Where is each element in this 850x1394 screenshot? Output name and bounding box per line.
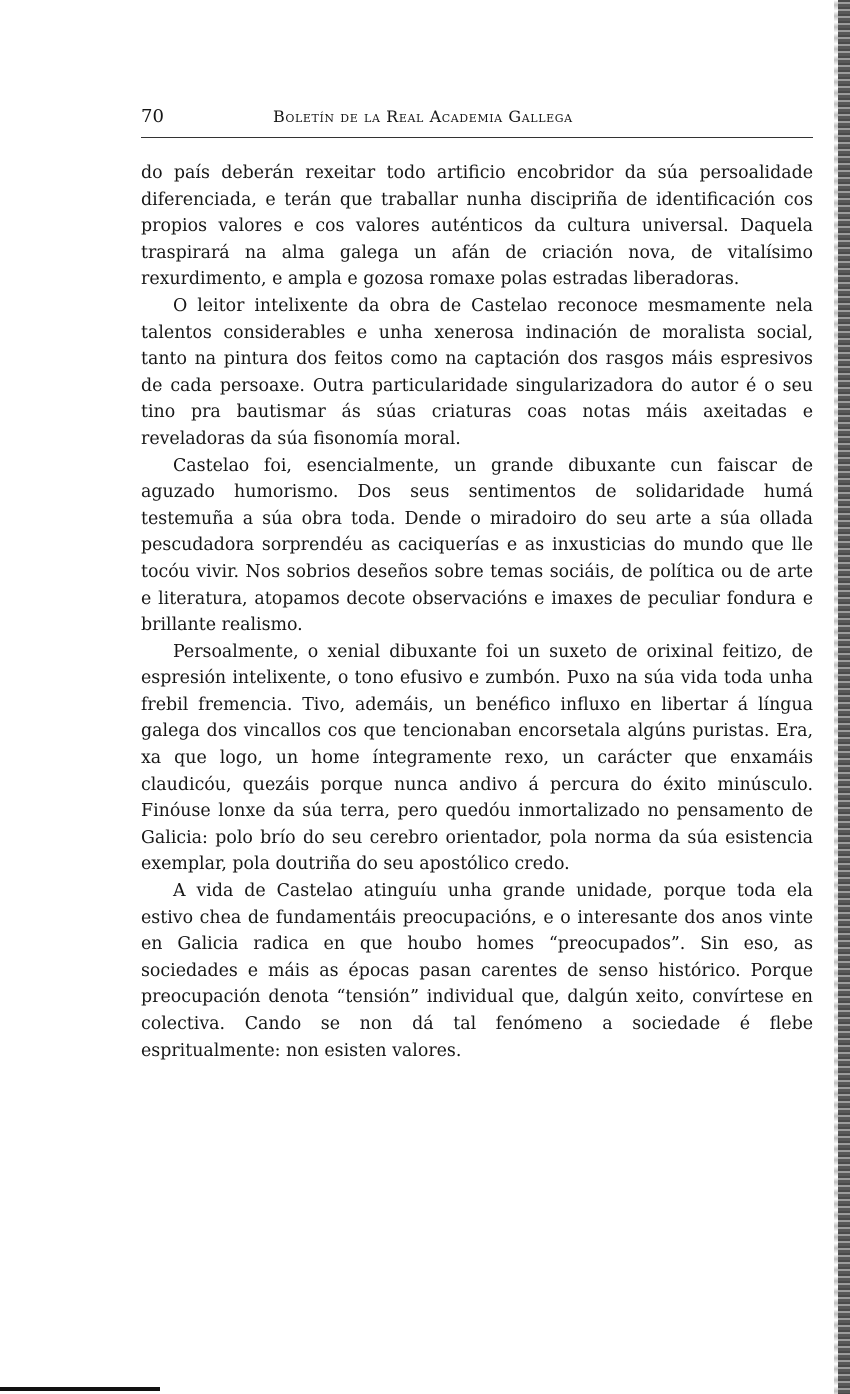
page-number: 70 [141,106,164,127]
scan-page-edge [838,0,850,1394]
running-title: Boletín de la Real Academia Gallega [273,107,573,126]
paragraph-1: do país deberán rexeitar todo artificio encobridor da súa persoalidade diferenciada, e terán que traballar nunha discipriña de identificación cos propios valores e cos valores auténticos da cultura universal. Daquela traspirará na alma galega un afán de criación nova, de vitalísimo rexurdimento, e ampla e gozosa romaxe polas estradas liberadoras. [141,163,813,290]
scan-bottom-mark [0,1387,160,1391]
paragraph-4: Persoalmente, o xenial dibuxante foi un suxeto de orixinal feitizo, de espresión intelixente, o tono efusivo e zumbón. Puxo na súa vida toda unha frebil fremencia. Tivo, ademáis, un benéfico influxo en libertar á língua galega dos vincallos cos que tencionaban encorsetala algúns puristas. Era, xa que logo, un home íntegramente rexo, un carácter que enxamáis claudicóu, quezáis porque nunca andivo á percura do éxito minúsculo. Finóuse lonxe da súa terra, pero quedóu inmortalizado no pensamento de Galicia: polo brío do seu cerebro orientador, pola norma da súa esistencia exemplar, pola doutriña do seu apostólico credo. [141,641,813,875]
header-divider [141,137,813,138]
paragraph-3: Castelao foi, esencialmente, un grande dibuxante cun faiscar de aguzado humorismo. Dos seus sentimentos de solidaridade humá testemuña a súa obra toda. Dende o miradoiro do seu arte a súa ollada pescudadora sorprendéu as caciquerías e as inxusticias do mundo que lle tocóu vivir. Nos sobrios deseños sobre temas sociáis, de política ou de arte e literatura, atopamos decote observacións e imaxes de peculiar fondura e brillante realismo. [141,455,813,636]
article-body [141,160,813,1064]
paragraph-5: A vida de Castelao atinguíu unha grande unidade, porque toda ela estivo chea de fundamentáis preocupacións, e o interesante dos anos vinte en Galicia radica en que houbo homes “preocupados”. Sin eso, as sociedades e máis as épocas pasan carentes de senso histórico. Porque preocupación denota “tensión” individual que, dalgún xeito, convírtese en colectiva. Cando se non dá tal fenómeno a sociedade é flebe espritualmente: non esisten valores. [141,881,813,1061]
page-header [141,103,813,131]
paragraph-2: O leitor intelixente da obra de Castelao reconoce mesmamente nela talentos considerables e unha xenerosa indinación de moralista social, tanto na pintura dos feitos como na captación dos rasgos máis espresivos de cada persoaxe. Outra particularidade singularizadora do autor é o seu tino pra bautismar ás súas criaturas coas notas máis axeitadas e reveladoras da súa fisonomía moral. [141,295,813,449]
